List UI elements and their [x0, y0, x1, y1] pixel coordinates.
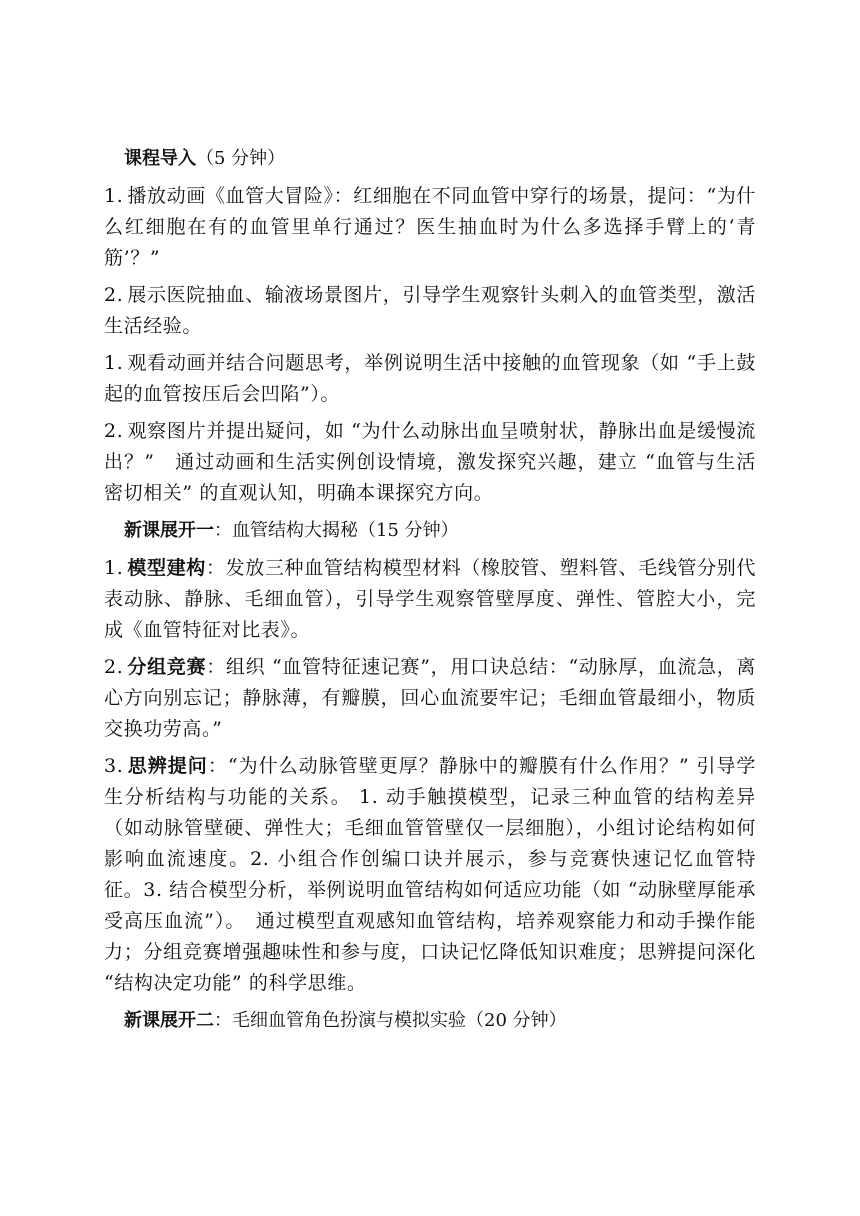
paragraph-text: ：组织 “血管特征速记赛”，用口诀总结：“动脉厚，血流急，离心方向别忘记；静脉薄，有瓣膜，回心血流要牢记；毛细血管最细小，物质交换功劳高。” — [104, 656, 756, 740]
paragraph-text: 展示医院抽血、输液场景图片，引导学生观察针头刺入的血管类型，激活生活经验。 — [104, 284, 756, 337]
section-heading-bold: 课程导入 — [124, 148, 196, 169]
paragraph-text: 观察图片并提出疑问，如 “为什么动脉出血呈喷射状，静脉出血是缓慢流出？” 通过动画和生活实例创设情境，激发探究兴趣，建立 “血管与生活密切相关” 的直观认知，明确本课探究方向。 — [104, 420, 756, 504]
paragraph-keyword: 思辨提问 — [127, 755, 208, 777]
item-number: 3. — [104, 755, 124, 777]
section-heading-part-two — [124, 1005, 756, 1037]
section-heading-rest: （5 分钟） — [196, 148, 286, 169]
paragraph — [104, 181, 756, 274]
paragraph-text: 观看动画并结合问题思考，举例说明生活中接触的血管现象（如 “手上鼓起的血管按压后会凹陷”）。 — [104, 352, 756, 405]
item-number: 2. — [104, 656, 124, 678]
section-heading-rest: ：毛细血管角色扮演与模拟实验（20 分钟） — [214, 1010, 567, 1031]
paragraph — [104, 280, 756, 342]
paragraph-text: 播放动画《血管大冒险》：红细胞在不同血管中穿行的场景，提问：“为什么红细胞在有的血管里单行通过？医生抽血时为什么多选择手臂上的‘青筋’？” — [104, 185, 756, 269]
paragraph — [104, 348, 756, 410]
item-number: 2. — [104, 284, 124, 306]
item-number: 2. — [104, 420, 124, 442]
paragraph — [104, 553, 756, 646]
paragraph-keyword: 分组竞赛 — [127, 656, 207, 678]
section-heading-bold: 新课展开二 — [124, 1010, 214, 1031]
section-heading-rest: ：血管结构大揭秘（15 分钟） — [214, 520, 459, 541]
item-number: 1. — [104, 352, 124, 374]
paragraph-keyword: 模型建构 — [127, 557, 206, 579]
section-heading-part-one — [124, 515, 756, 547]
paragraph — [104, 416, 756, 509]
paragraph-text: ：发放三种血管结构模型材料（橡胶管、塑料管、毛线管分别代表动脉、静脉、毛细血管），引导学生观察管壁厚度、弹性、管腔大小，完成《血管特征对比表》。 — [104, 557, 756, 641]
section-heading-bold: 新课展开一 — [124, 520, 214, 541]
paragraph-text: ：“为什么动脉管壁更厚？静脉中的瓣膜有什么作用？” 引导学生分析结构与功能的关系。 1. 动手触摸模型，记录三种血管的结构差异（如动脉管壁硬、弹性大；毛细血管管壁仅一层细胞），小组讨论结构如何影响血流速度。2. 小组合作创编口诀并展示，参与竞赛快速记忆血管特征。3. 结合模型分析，举例说明血管结构如何适应功能（如 “动脉壁厚能承受高压血流”）。 通过模型直观感知血管结构，培养观察能力和动手操作能力；分组竞赛增强趣味性和参与度，口诀记忆降低知识难度；思辨提问深化 “结构决定功能” 的科学思维。 — [104, 755, 756, 994]
item-number: 1. — [104, 557, 124, 579]
item-number: 1. — [104, 185, 124, 207]
section-heading-intro — [124, 143, 756, 175]
paragraph — [104, 751, 756, 999]
paragraph — [104, 652, 756, 745]
document-body — [104, 143, 756, 1043]
